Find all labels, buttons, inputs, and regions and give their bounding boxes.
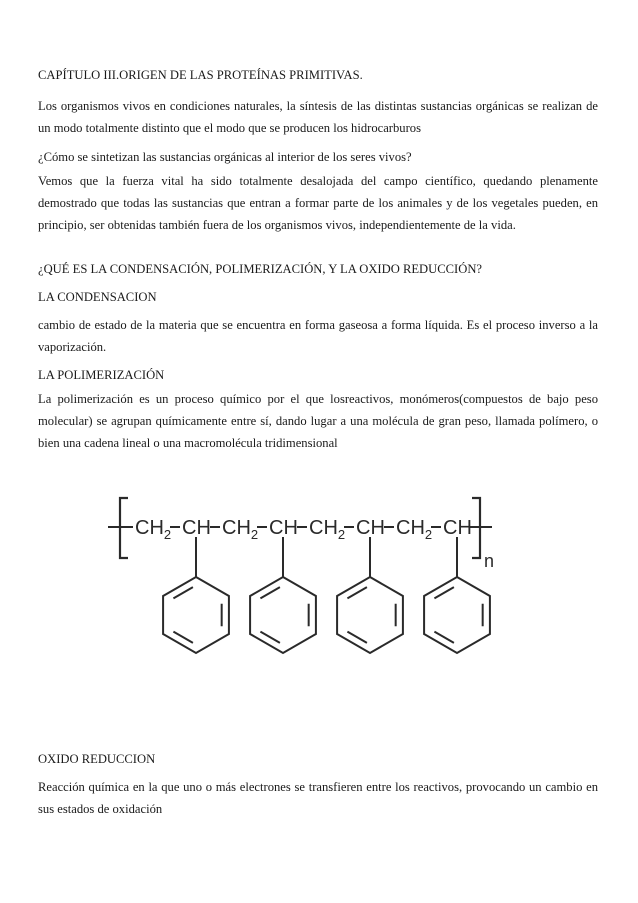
redox-heading: OXIDO REDUCCION	[38, 752, 156, 766]
benzene-ring-4	[424, 577, 490, 653]
intro-paragraph: Los organismos vivos en condiciones naturales, la síntesis de las distintas sustancias orgánicas se realizan de un modo totalmente distinto que el modo que se producen los hidrocarburos	[38, 99, 598, 135]
polymerization-heading: LA POLIMERIZACIÓN	[38, 368, 165, 382]
chain-unit-7: $CH_2$	[396, 517, 433, 542]
condensation-heading: LA CONDENSACION	[38, 290, 157, 304]
polymerization-text: La polimerización es un proceso químico por el que losreactivos, monómeros(compuestos de bajo peso molecular) se agrupan químicamente entre sí, dando lugar a una molécula de gran peso, llamada polímero, o bien una cadena lineal o una macromolécula tridimensional	[38, 392, 598, 450]
repeat-subscript-n: n	[484, 551, 495, 571]
chapter-title: CAPÍTULO III.ORIGEN DE LAS PROTEÍNAS PRIMITIVAS.	[38, 68, 363, 82]
chain-unit-1: $CH_2$	[135, 517, 172, 542]
condensation-text: cambio de estado de la materia que se encuentra en forma gaseosa a forma líquida. Es el proceso inverso a la vaporización.	[38, 318, 598, 354]
chain-unit-2: CH	[182, 517, 211, 539]
chain-unit-8: CH	[443, 517, 472, 539]
chain-unit-4: CH	[269, 517, 298, 539]
vital-force-paragraph: Vemos que la fuerza vital ha sido totalmente desalojada del campo científico, quedando plenamente demostrado que todas las sustancias que entran a formar parte de los animales y de los vegetales pueden, en principio, ser obtenidas también fuera de los organismos vivos, independientemente de la vida.	[38, 174, 598, 232]
polystyrene-structure-figure	[100, 495, 500, 735]
question-processes: ¿QUÉ ES LA CONDENSACIÓN, POLIMERIZACIÓN, Y LA OXIDO REDUCCIÓN?	[38, 262, 483, 276]
benzene-ring-3	[337, 577, 403, 653]
benzene-rings	[163, 537, 490, 653]
benzene-ring-1	[163, 577, 229, 653]
chain-unit-5: $CH_2$	[309, 517, 346, 542]
chain-unit-3: $CH_2$	[222, 517, 259, 542]
chain-unit-6: CH	[356, 517, 385, 539]
question-synthesis: ¿Cómo se sintetizan las sustancias orgánicas al interior de los seres vivos?	[38, 150, 412, 164]
redox-text: Reacción química en la que uno o más electrones se transfieren entre los reactivos, provocando un cambio en sus estados de oxidación	[38, 780, 598, 816]
benzene-ring-2	[250, 577, 316, 653]
